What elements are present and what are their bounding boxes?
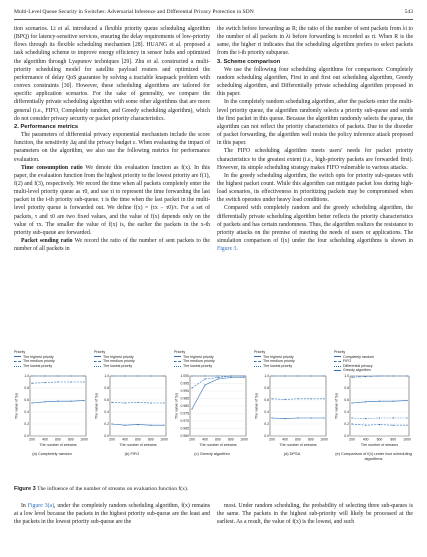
legend-swatch [174, 356, 181, 357]
legend-swatch [14, 361, 21, 362]
y-tick-label: 0.975 [180, 411, 189, 416]
data-point [111, 423, 112, 424]
x-tick-label: 200 [109, 437, 115, 442]
right-column [217, 25, 413, 253]
data-point [124, 425, 125, 426]
page-number: 543 [404, 9, 413, 15]
y-tick-label: 0.2 [344, 422, 349, 427]
paragraph: The parameters of differential privacy exponential mechanism include the score function, the sensitivity Δq and the privacy budget ε. When evaluating the impact of parameters on the algorithm, we also use the following metrics for performance evaluation. [14, 132, 210, 163]
legend-swatch [94, 356, 101, 357]
data-point [379, 401, 380, 402]
data-point [323, 398, 324, 399]
x-tick-label: 200 [269, 437, 275, 442]
data-point [204, 384, 205, 385]
y-tick-label: 0.4 [24, 410, 29, 415]
data-point [124, 402, 125, 403]
legend-label: Priority [254, 350, 266, 354]
x-tick-label: 1000 [403, 437, 411, 442]
paragraph: In the completely random scheduling algorithm, after the packets enter the multi-level priority queue, the algorithm randomly selects a priority sub-queue and sends the first packet in this queue. Because the algorithm randomly selects the queue, the algorithm can not reflect the priority characteristics of packets. Due to the disorder of packet forwarding, the algorithm well resists the policy inference attack proposed in this paper. [217, 99, 413, 147]
legend-label: The lowest priority [103, 363, 133, 368]
subfigure-caption: (e) Comparison of f(1) under four scheduling algorithms [335, 451, 412, 461]
subfigure [14, 350, 90, 482]
x-tick-label: 1000 [80, 437, 88, 442]
data-point [379, 375, 380, 376]
y-tick-label: 0.6 [264, 398, 269, 403]
data-point [271, 417, 272, 418]
y-tick-label: 0.8 [24, 386, 29, 391]
y-tick-label: 0.8 [344, 386, 349, 391]
y-axis-label: The value of f(x) [254, 393, 259, 419]
legend [334, 350, 413, 372]
data-point [191, 375, 192, 376]
data-point [83, 381, 84, 382]
data-point [351, 377, 352, 378]
x-tick-label: 400 [202, 437, 208, 442]
legend-label: FIFO [343, 359, 352, 364]
chart-plot [14, 372, 90, 452]
paragraph-text: We denote this evaluation function as f(x). In this paper, the evaluation function from the highest priority to the lowest priority are f(1), f(2) and f(3), respectively. We record the time when all packets completely enter the multi-level priority queue as τ0, and use τi to represent the time forwarding the last packet in the i-th priority sub-queue. τ is the time when the last packet in the multi-level priority queue is forwarded out. We define f(x) = (τx − τ0)/τ. For a set of packets, τ and τ0 are two fixed values, and the value of f(x) depends only on the value of τx. The smaller the value of f(x) is, the earlier the packets in the x-th priority sub-queue are forwarded. [14, 164, 210, 236]
paragraph-text: Compared with completely random and the greedy scheduling algorithm, the differentially private scheduling algorithm better reflects the priority characteristics of packets and has certain randomness. Thus, the algorithm realizes the resistance to priority attacks on the premise of meeting the needs of users or applications. The simulation comparison of f(x) under the four scheduling algorithms is shown in [217, 205, 413, 245]
y-tick-label: 0.0 [344, 434, 349, 439]
data-point [393, 375, 394, 376]
header-rule [14, 19, 413, 20]
y-tick-label: 0.2 [104, 422, 109, 427]
data-point [57, 375, 58, 376]
y-tick-label: 0.2 [264, 422, 269, 427]
data-point [57, 381, 58, 382]
y-axis-label: The value of f(x) [334, 393, 339, 419]
x-tick-label: 400 [122, 437, 128, 442]
x-tick-label: 200 [189, 437, 195, 442]
figure-link[interactable]: Figure 3 [217, 246, 237, 253]
data-point [406, 400, 407, 401]
x-tick-label: 400 [42, 437, 48, 442]
data-point [31, 383, 32, 384]
data-point [323, 417, 324, 418]
x-tick-label: 600 [215, 437, 221, 442]
y-axis-label: The value of f(x) [14, 393, 19, 419]
data-point [217, 375, 218, 376]
legend-swatch [254, 356, 261, 357]
data-point [70, 375, 71, 376]
data-point [351, 402, 352, 403]
data-point [284, 418, 285, 419]
legend-swatch [334, 366, 341, 367]
legend-label: Priority [14, 350, 26, 354]
legend-swatch [174, 366, 181, 367]
data-point [393, 425, 394, 426]
subfigure [174, 350, 250, 482]
series-line [192, 378, 244, 410]
left-column [14, 25, 210, 253]
legend-label: The lowest priority [263, 363, 293, 368]
y-tick-label: 0.985 [180, 396, 189, 401]
x-tick-label: 600 [135, 437, 141, 442]
y-tick-label: 0.6 [344, 398, 349, 403]
data-point [393, 417, 394, 418]
paragraph [217, 204, 413, 253]
legend-swatch [334, 361, 341, 362]
data-point [365, 418, 366, 419]
legend-label: The highest priority [103, 354, 134, 359]
legend-swatch [94, 366, 101, 367]
x-tick-label: 400 [362, 437, 369, 442]
paragraph [14, 237, 210, 253]
legend-label: Completely random [343, 354, 375, 359]
plot-frame [270, 376, 326, 436]
data-point [70, 381, 71, 382]
chart-plot [254, 372, 330, 452]
data-point [137, 402, 138, 403]
x-tick-label: 400 [282, 437, 288, 442]
y-tick-label: 0.8 [104, 386, 109, 391]
data-point [217, 378, 218, 379]
data-point [217, 377, 218, 378]
legend-swatch [254, 366, 261, 367]
x-tick-label: 800 [68, 437, 74, 442]
data-point [44, 382, 45, 383]
y-tick-label: 0.970 [180, 419, 189, 424]
legend-entry [174, 364, 250, 369]
y-tick-label: 0.6 [24, 398, 29, 403]
legend-label: The lowest priority [23, 363, 53, 368]
figure-caption [14, 486, 413, 492]
legend-swatch [334, 370, 341, 371]
legend-label: The medium priority [263, 359, 295, 364]
y-tick-label: 0.965 [180, 426, 189, 431]
x-tick-label: 1000 [160, 437, 168, 442]
data-point [70, 401, 71, 402]
data-point [83, 400, 84, 401]
x-tick-label: 800 [308, 437, 314, 442]
data-point [150, 375, 151, 376]
legend [94, 350, 170, 372]
paragraph [14, 164, 210, 237]
data-point [310, 398, 311, 399]
y-axis-label: The value of f(x) [174, 393, 179, 419]
data-point [137, 424, 138, 425]
x-tick-label: 200 [29, 437, 35, 442]
x-tick-label: 600 [55, 437, 61, 442]
section-heading: 2. Performance metrics [14, 123, 79, 130]
legend-label: The highest priority [23, 354, 54, 359]
legend-label: The highest priority [183, 354, 214, 359]
x-tick-label: 600 [295, 437, 301, 442]
data-point [163, 375, 164, 376]
y-tick-label: 0.990 [180, 389, 189, 394]
run-in-heading: Packet sending ratio [21, 238, 73, 245]
paragraph-text: We record the ratio of the number of sent packets to the number of all packets in [14, 238, 210, 253]
legend-label: Greedy algorithm [343, 368, 371, 373]
y-tick-label: 0.960 [180, 434, 189, 439]
paragraph-text: , under the completely random scheduling algorithm, f(x) remains at a low level because the packets in the highest priority sub-queue are the least and the packets in the lowest priority sub-queue are the [14, 503, 210, 526]
data-point [31, 375, 32, 376]
x-axis-label: The number of streams [199, 443, 237, 447]
chart-plot [334, 372, 413, 452]
legend-label: The highest priority [263, 354, 294, 359]
legend-swatch [14, 366, 21, 367]
legend-label: Differential privacy [343, 363, 373, 368]
data-point [323, 375, 324, 376]
chart-plot [94, 372, 170, 452]
legend-label: The lowest priority [183, 363, 213, 368]
data-point [406, 375, 407, 376]
legend [174, 350, 250, 372]
data-point [351, 417, 352, 418]
data-point [44, 375, 45, 376]
figure-3 [14, 350, 413, 482]
x-tick-label: 600 [376, 437, 383, 442]
legend-label: Priority [334, 350, 346, 354]
legend-entry [94, 364, 170, 369]
legend-swatch [174, 361, 181, 362]
data-point [204, 378, 205, 379]
data-point [379, 417, 380, 418]
subfigure-caption: (c) Greedy algorithm [194, 451, 230, 456]
y-tick-label: 1.0 [344, 374, 349, 379]
x-tick-label: 1000 [320, 437, 328, 442]
legend-label: The medium priority [103, 359, 135, 364]
legend-swatch [334, 356, 341, 357]
data-point [406, 425, 407, 426]
data-point [379, 424, 380, 425]
data-point [111, 375, 112, 376]
data-point [83, 375, 84, 376]
data-point [297, 375, 298, 376]
data-point [365, 425, 366, 426]
data-point [230, 377, 231, 378]
data-point [204, 375, 205, 376]
paragraph: The FIFO scheduling algorithm meets users' needs for packet priority characteristics to the greatest extent (i.e., high-priority packets are forwarded first). However, its simple scheduling strategy makes FIFO vulnerable to various attacks. [217, 148, 413, 171]
y-tick-label: 1.0 [24, 374, 29, 379]
bottom-right-column [217, 502, 413, 526]
caption-text: The influence of the number of streams on evaluation function f(x). [37, 486, 189, 492]
x-axis-label: The number of streams [360, 443, 399, 447]
subfigure-caption: (b) FIFO [124, 451, 140, 456]
y-tick-label: 0.4 [104, 410, 109, 415]
paragraph: tion scenarios. Li et al. introduced a flexible priority queue scheduling algorithm (BPQ) for latency-sensitive services, ensuring the delay requirements of low-priority flows through its flexible scheduling mechanism [28]. HUANG et al. proposed a task scheduling scheme to improve energy efficiency in sensor hubs and optimized the algorithm through Lyapunov techniques [29]. Zhu et al. constructed a multi-priority scheduling model for satellite payload routers and optimized the performance of delay QoS guarantee by solving a tractable knapsack problem with convex constraints [30]. However, these scheduling algorithms are tailored for specific application scenarios. For the sake of generality, we compare the differentially private scheduling algorithm with some other algorithms that are more general (i.e., FIFO, Completely random, and Greedy scheduling algorithm), which do not consider privacy security or packet priority characteristics. [14, 26, 210, 122]
x-axis-label: The number of streams [119, 443, 157, 447]
chart-plot [174, 372, 250, 452]
paragraph [14, 502, 210, 526]
data-point [297, 398, 298, 399]
legend-label: Priority [174, 350, 186, 354]
paragraph: most. Under random scheduling, the probability of selecting three sub-queues is the same. The packets in the highest sub-priority will likely be processed at the earliest. As a result, the value of f(x) is the lowest, and such [217, 503, 413, 526]
data-point [284, 375, 285, 376]
data-point [365, 401, 366, 402]
x-tick-label: 800 [390, 437, 397, 442]
header-title: Multi-Level Queue Security in Switches: Adversarial Inference and Differential Privacy Protection in SDN [14, 9, 254, 15]
y-tick-label: 1.0 [264, 374, 269, 379]
y-tick-label: 1.0 [104, 374, 109, 379]
data-point [111, 402, 112, 403]
data-point [243, 377, 244, 378]
subfigure [94, 350, 170, 482]
x-tick-label: 200 [349, 437, 355, 442]
plot-frame [30, 376, 86, 436]
x-axis-label: The number of streams [279, 443, 317, 447]
legend-swatch [254, 361, 261, 362]
subfigure-caption: (d) DPSA [283, 451, 301, 456]
data-point [271, 398, 272, 399]
data-point [163, 425, 164, 426]
y-tick-label: 0.4 [344, 410, 349, 415]
data-point [163, 402, 164, 403]
data-point [351, 423, 352, 424]
data-point [310, 417, 311, 418]
legend-entry [254, 364, 330, 369]
legend-label: The medium priority [23, 359, 55, 364]
data-point [406, 417, 407, 418]
data-point [310, 375, 311, 376]
y-tick-label: 0.6 [104, 398, 109, 403]
legend-label: The medium priority [183, 359, 215, 364]
data-point [191, 408, 192, 409]
data-point [150, 425, 151, 426]
paragraph: the switch before forwarding as R; the ratio of the number of sent packets from λi to the number of all packets in λi before forwarding is recorded as ri. When R is the same, the higher ri indicates that the scheduling algorithm prefers to select packets from the i-th priority subqueue. [217, 26, 413, 57]
data-point [271, 375, 272, 376]
paragraph: In the greedy scheduling algorithm, the switch opts for priority sub-queues with the highest packet count. While this algorithm can mitigate packet loss during high-load scenarios, its effectiveness in prioritizing packets may be compromised when the switch operates under heavy load conditions. [217, 172, 413, 204]
y-tick-label: 0.4 [264, 410, 269, 415]
data-point [284, 399, 285, 400]
y-tick-label: 0.0 [264, 434, 269, 439]
bottom-left-column [14, 502, 210, 526]
x-tick-label: 800 [228, 437, 234, 442]
plot-frame [350, 376, 409, 436]
data-point [150, 402, 151, 403]
subfigure-caption: (a) Completely random [32, 451, 72, 456]
section-heading: 3. Scheme comparison [217, 58, 281, 65]
x-tick-label: 1000 [240, 437, 248, 442]
figure-link[interactable]: Figure 3(a) [27, 503, 55, 509]
data-point [31, 402, 32, 403]
legend-entry [14, 364, 90, 369]
legend [14, 350, 90, 372]
y-tick-label: 0.0 [104, 434, 109, 439]
x-axis-label: The number of streams [39, 443, 77, 447]
data-point [365, 376, 366, 377]
subfigure [254, 350, 330, 482]
paragraph: We use the following four scheduling algorithms for comparison: Completely random scheduling algorithm, First in and first out scheduling algorithm, Greedy scheduling algorithm, and Differentially private scheduling algorithm proposed in this paper. [217, 66, 413, 98]
data-point [57, 401, 58, 402]
data-point [124, 375, 125, 376]
y-tick-label: 0.980 [180, 404, 189, 409]
legend [254, 350, 330, 372]
data-point [393, 401, 394, 402]
y-tick-label: 0.0 [24, 434, 29, 439]
caption-label: Figure 3 [14, 486, 36, 492]
data-point [243, 375, 244, 376]
data-point [191, 387, 192, 388]
x-tick-label: 800 [148, 437, 154, 442]
legend-label: Priority [94, 350, 106, 354]
y-tick-label: 0.8 [264, 386, 269, 391]
paragraph-text: In [21, 503, 28, 509]
y-tick-label: 1.000 [180, 374, 189, 379]
paragraph-text: . [236, 246, 238, 253]
y-tick-label: 0.2 [24, 422, 29, 427]
data-point [44, 401, 45, 402]
data-point [230, 375, 231, 376]
data-point [297, 417, 298, 418]
y-axis-label: The value of f(x) [94, 393, 99, 419]
running-header [14, 6, 413, 18]
data-point [137, 375, 138, 376]
run-in-heading: Time consumption ratio [21, 164, 83, 171]
subfigure [334, 350, 413, 482]
legend-swatch [94, 361, 101, 362]
legend-swatch [14, 356, 21, 357]
y-tick-label: 0.995 [180, 381, 189, 386]
plot-frame [110, 376, 166, 436]
